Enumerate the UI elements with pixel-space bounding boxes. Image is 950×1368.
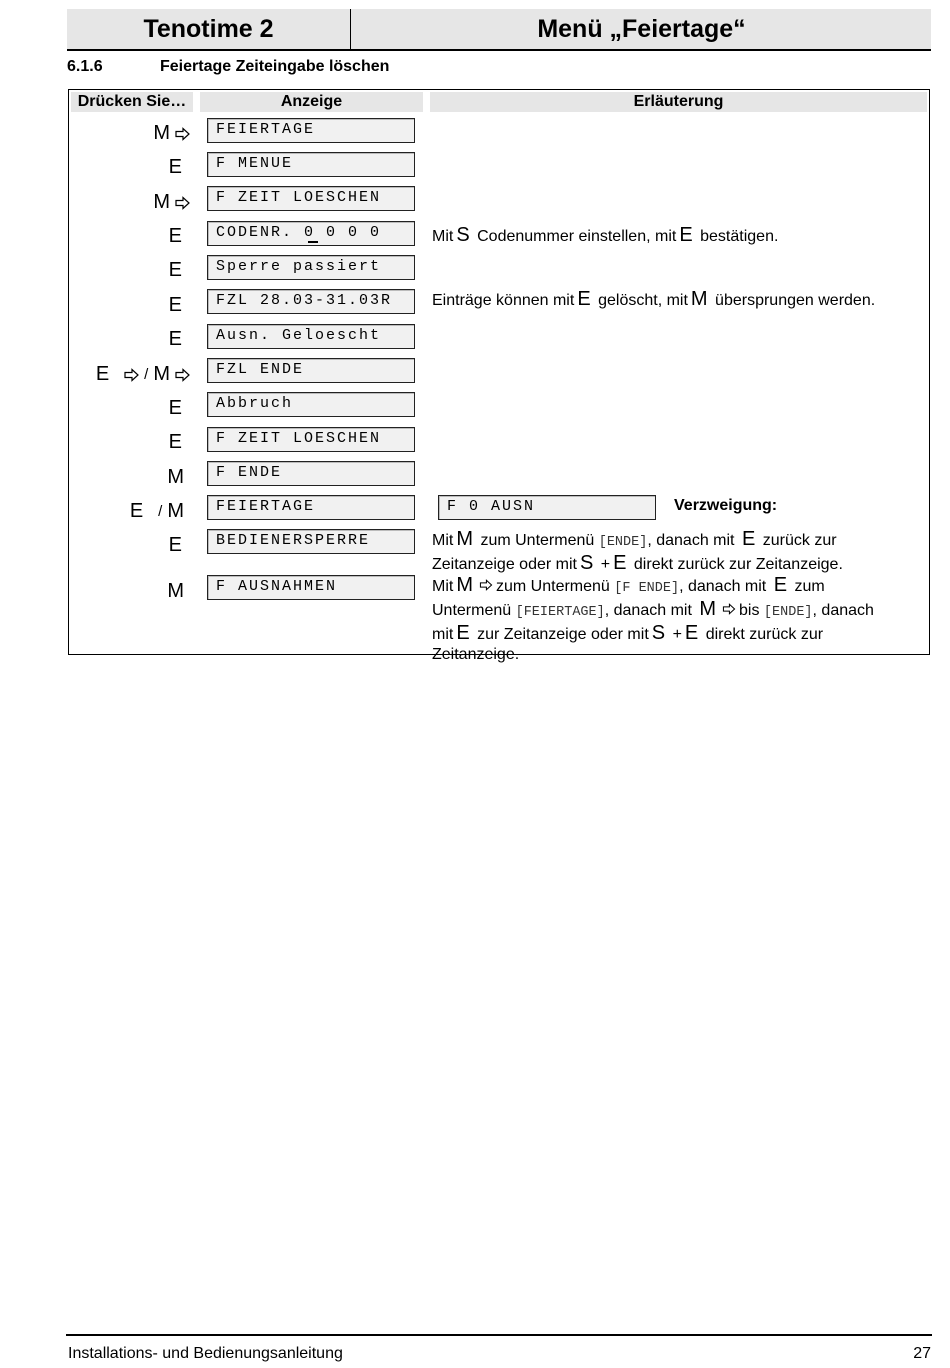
table-row-press xyxy=(169,259,182,282)
key-label: M xyxy=(699,598,717,620)
text: direkt zurück zur Zeitanzeige. xyxy=(633,556,843,573)
footer-divider xyxy=(66,1334,932,1336)
text-line xyxy=(432,553,843,575)
table-row-press xyxy=(169,225,182,248)
section-title: Feiertage Zeiteingabe löschen xyxy=(160,58,390,75)
table-row-press xyxy=(153,191,190,214)
key-label: S xyxy=(579,552,594,574)
lcd-display: FEIERTAGE xyxy=(207,495,415,520)
product-title: Tenotime 2 xyxy=(67,9,351,49)
key-label: M xyxy=(167,466,184,488)
text: zur Zeitanzeige oder mit xyxy=(477,626,649,643)
text-line xyxy=(432,575,874,599)
table-row-press xyxy=(169,156,182,179)
footer-document-title: Installations- und Bedienungsanleitung xyxy=(68,1345,343,1362)
key-label: E xyxy=(773,574,788,596)
text: Mit xyxy=(432,228,454,245)
separator-slash: / xyxy=(158,503,163,520)
lcd-display: BEDIENERSPERRE xyxy=(207,529,415,554)
lcd-display: FZL ENDE xyxy=(207,358,415,383)
key-label: E xyxy=(679,224,693,246)
key-label: E xyxy=(577,288,591,310)
text: zum xyxy=(794,578,825,595)
text: Zeitanzeige oder mit xyxy=(432,556,577,573)
menu-title: Menü „Feiertage“ xyxy=(537,14,746,43)
table-row-press xyxy=(169,534,182,557)
text: gelöscht, mit xyxy=(598,292,688,309)
key-label: E xyxy=(613,552,627,574)
table-row-press xyxy=(169,328,182,351)
explanation-codenr xyxy=(432,225,778,247)
right-arrow-icon xyxy=(124,368,139,382)
right-arrow-icon xyxy=(479,579,493,591)
table-row-press xyxy=(153,122,190,145)
text: zum Untermenü xyxy=(480,532,595,549)
key-label: M xyxy=(690,288,708,310)
key-label: M xyxy=(167,500,184,522)
explanation-bedienersperre xyxy=(432,529,843,575)
key-label: E xyxy=(741,528,756,550)
text: mit xyxy=(432,626,454,643)
text-line xyxy=(432,645,874,665)
key-label: E xyxy=(129,500,144,522)
menu-reference: [F ENDE] xyxy=(614,581,680,596)
lcd-display: F ZEIT LOESCHEN xyxy=(207,427,415,452)
table-row-press xyxy=(169,431,182,454)
section-number: 6.1.6 xyxy=(67,58,103,75)
text: Einträge können mit xyxy=(432,292,575,309)
key-label: E xyxy=(456,622,470,644)
text: , danach xyxy=(812,602,874,619)
text: + xyxy=(672,626,682,643)
text: , danach mit xyxy=(604,602,692,619)
lcd-display: Abbruch xyxy=(207,392,415,417)
text: übersprungen werden. xyxy=(715,292,876,309)
table-row-press xyxy=(167,466,184,489)
text: zum Untermenü xyxy=(496,578,610,595)
text-line xyxy=(432,623,874,645)
key-label: M xyxy=(167,580,184,602)
key-label: E xyxy=(168,225,182,247)
key-label: M xyxy=(456,574,473,596)
column-header-press: Drücken Sie… xyxy=(71,92,193,112)
page-header xyxy=(67,9,931,51)
lcd-display: Sperre passiert xyxy=(207,255,415,280)
lcd-display: F MENUE xyxy=(207,152,415,177)
text-line xyxy=(432,599,874,623)
lcd-display: F AUSNAHMEN xyxy=(207,575,415,600)
key-label: E xyxy=(168,259,182,281)
lcd-display: FZL 28.03-31.03R xyxy=(207,289,415,314)
text: bestätigen. xyxy=(700,228,779,245)
text: Untermenü xyxy=(432,602,512,619)
lcd-display: F ENDE xyxy=(207,461,415,486)
separator-slash: / xyxy=(144,366,149,383)
text: , danach mit xyxy=(647,532,735,549)
right-arrow-icon xyxy=(175,196,190,210)
key-label: M xyxy=(153,363,170,385)
right-arrow-icon xyxy=(175,127,190,141)
table-row-press xyxy=(96,363,190,386)
text: Zeitanzeige. xyxy=(432,646,520,663)
column-header-explanation: Erläuterung xyxy=(430,92,927,112)
key-label: E xyxy=(168,156,182,178)
text: Codenummer einstellen, mit xyxy=(477,228,677,245)
key-label: E xyxy=(168,294,182,316)
explanation-fzl xyxy=(432,289,875,311)
table-row-press xyxy=(169,294,182,317)
key-label: M xyxy=(456,528,473,550)
table-row-press xyxy=(167,580,184,603)
key-label: S xyxy=(456,224,470,246)
lcd-display: FEIERTAGE xyxy=(207,118,415,143)
branch-label: Verzweigung: xyxy=(674,497,778,514)
text: bis xyxy=(739,602,760,619)
text: Mit xyxy=(432,532,454,549)
key-label: E xyxy=(684,622,699,644)
right-arrow-icon xyxy=(722,603,736,615)
text: , danach mit xyxy=(679,578,767,595)
key-label: E xyxy=(168,534,182,556)
explanation-ausnahmen xyxy=(432,575,874,665)
text: zurück zur xyxy=(762,532,837,549)
menu-reference: [ENDE] xyxy=(598,535,648,550)
key-label: E xyxy=(168,431,182,453)
lcd-display: F ZEIT LOESCHEN xyxy=(207,186,415,211)
text-line xyxy=(432,529,843,553)
key-label: E xyxy=(168,328,182,350)
text: + xyxy=(600,556,611,573)
cursor-underline xyxy=(308,241,318,243)
lcd-display: Ausn. Geloescht xyxy=(207,324,415,349)
key-label: M xyxy=(153,122,170,144)
key-label: M xyxy=(153,191,170,213)
text: Mit xyxy=(432,578,454,595)
table-row-press xyxy=(130,500,184,523)
key-label: E xyxy=(168,397,182,419)
key-label: S xyxy=(651,622,666,644)
page-number: 27 xyxy=(913,1345,931,1362)
key-label: E xyxy=(95,363,110,385)
table-row-press xyxy=(169,397,182,420)
column-header-display: Anzeige xyxy=(200,92,423,112)
menu-reference: [ENDE] xyxy=(763,605,813,620)
lcd-display: CODENR. 0 0 0 0 xyxy=(207,221,415,246)
branch-lcd-display: F 0 AUSN xyxy=(438,495,656,520)
menu-reference: [FEIERTAGE] xyxy=(515,605,605,620)
text: direkt zurück zur xyxy=(705,626,824,643)
right-arrow-icon xyxy=(175,368,190,382)
